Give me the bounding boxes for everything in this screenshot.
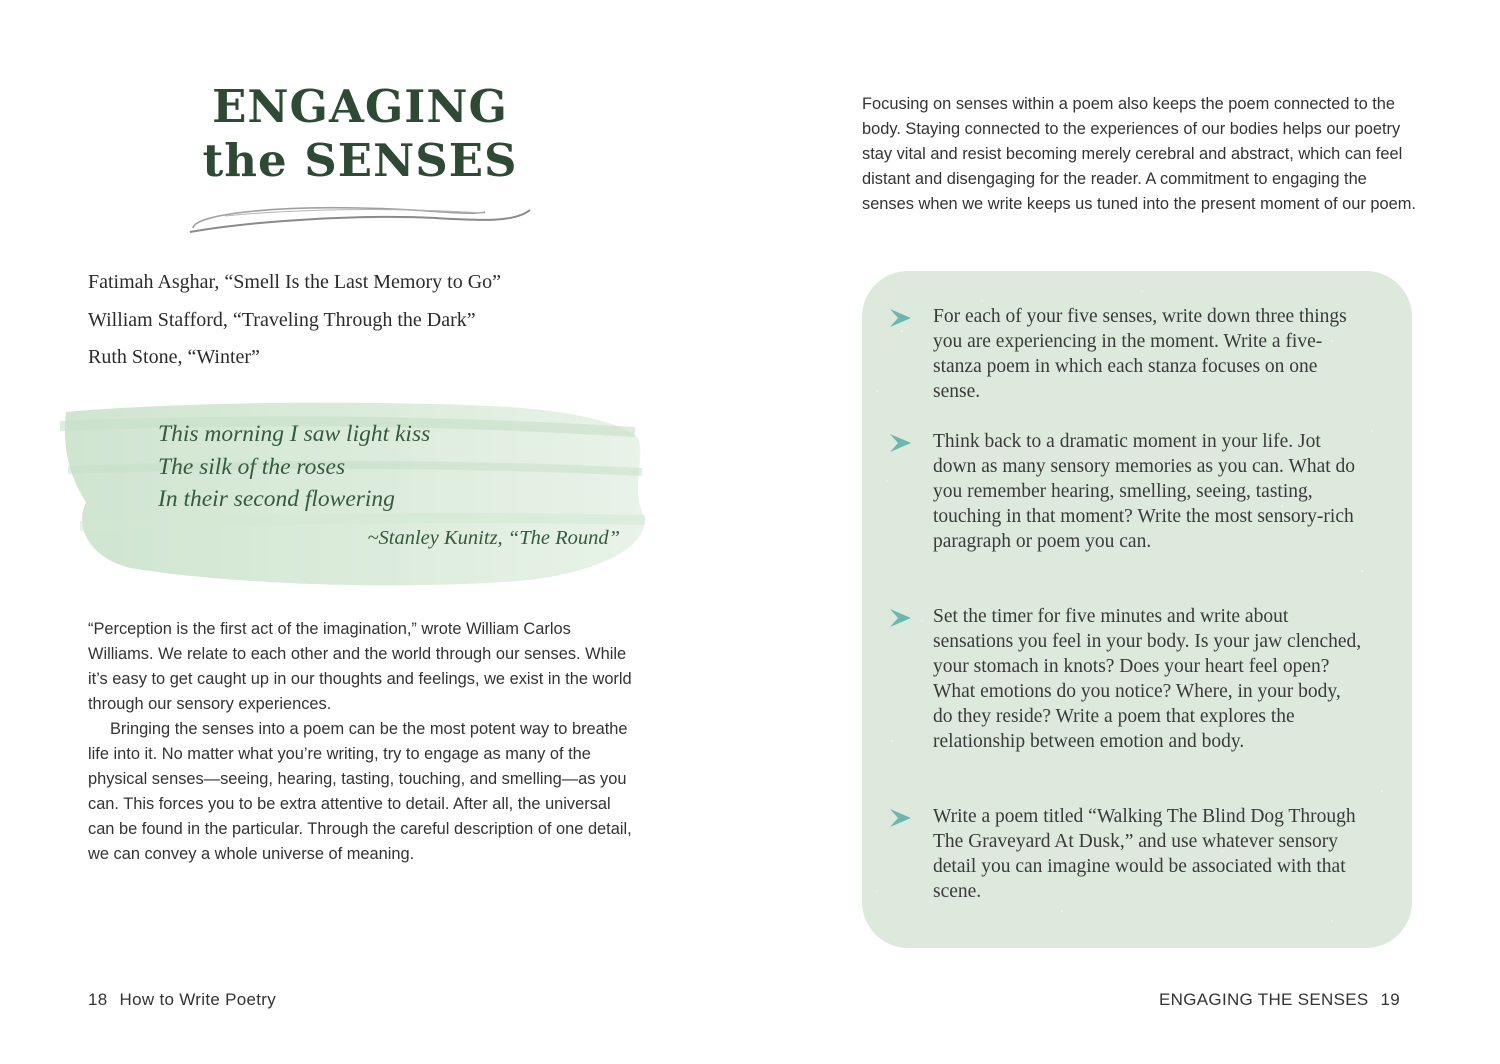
- body-text: [88, 617, 638, 867]
- intro-text: [862, 92, 1422, 217]
- running-book-title: How to Write Poetry: [119, 990, 277, 1009]
- quote-line: This morning I saw light kiss: [158, 421, 431, 447]
- footer-left: [88, 990, 276, 1010]
- footer-right: [1159, 990, 1400, 1010]
- chevron-right-icon: [887, 306, 917, 330]
- quote-attribution: ~Stanley Kunitz, “The Round”: [367, 526, 620, 549]
- paragraph: Focusing on senses within a poem also keeps the poem connected to the body. Staying connected to the experiences of our bodies helps our poetry stay vital and resist becoming merely cerebral and abstract, which can feel distant and disengaging for the reader. A commitment to engaging the senses when we write keeps us tuned into the present moment of our poem.: [862, 95, 1416, 213]
- chapter-title-line-1: ENGAGING: [212, 80, 508, 133]
- prompts-box: [862, 271, 1412, 948]
- page-number: 19: [1380, 990, 1400, 1009]
- prompt-text: Think back to a dramatic moment in your life. Jot down as many sensory memories as you can. What do you remember hearing, smelling, seeing, tasting, touching in that moment? Write the most sensory-rich paragraph or poem you can.: [933, 431, 1356, 552]
- chevron-right-icon: [887, 606, 917, 630]
- epigraph-quote: [158, 418, 628, 550]
- reading-item: Fatimah Asghar, “Smell Is the Last Memory to Go”: [88, 271, 502, 293]
- prompt-text: For each of your five senses, write down three things you are experiencing in the moment. Write a five-stanza poem in which each stanza focuses on one sense.: [933, 306, 1347, 402]
- chevron-right-icon: [887, 806, 917, 830]
- decorative-swash: [185, 194, 535, 238]
- reading-item: William Stafford, “Traveling Through the Dark”: [88, 308, 476, 331]
- prompt-text: Write a poem titled “Walking The Blind Dog Through The Graveyard At Dusk,” and use whatever sensory detail you can imagine would be associated with that scene.: [933, 806, 1356, 902]
- reading-item: Ruth Stone, “Winter”: [88, 346, 260, 368]
- suggested-readings: [88, 264, 501, 377]
- prompt-text: Set the timer for five minutes and write about sensations you feel in your body. Is your jaw clenched, your stomach in knots? Does your heart feel open? What emotions do you notice? Where, in your body, do they reside? Write a poem that explores the relationship between emotion and body.: [933, 606, 1362, 752]
- page-number: 18: [88, 990, 108, 1009]
- chapter-title: [140, 80, 580, 188]
- quote-line: The silk of the roses: [158, 453, 346, 480]
- paragraph: “Perception is the first act of the imagination,” wrote William Carlos Williams. We relate to each other and the world through our senses. While it’s easy to get caught up in our thoughts and feelings, we exist in the world through our sensory experiences.: [88, 620, 632, 713]
- right-page: [750, 0, 1500, 1064]
- quote-line: In their second flowering: [158, 486, 395, 512]
- chevron-right-icon: [887, 431, 917, 455]
- chapter-title-line-2: the SENSES: [202, 134, 518, 187]
- paragraph: Bringing the senses into a poem can be the most potent way to breathe life into it. No matter what you’re writing, try to engage as many of the physical senses—seeing, hearing, tasting, touching, and smelling—as you can. This forces you to be extra attentive to detail. After all, the universal can be found in the particular. Through the careful description of one detail, we can convey a whole universe of meaning.: [88, 720, 632, 863]
- running-chapter-title: ENGAGING THE SENSES: [1159, 990, 1369, 1009]
